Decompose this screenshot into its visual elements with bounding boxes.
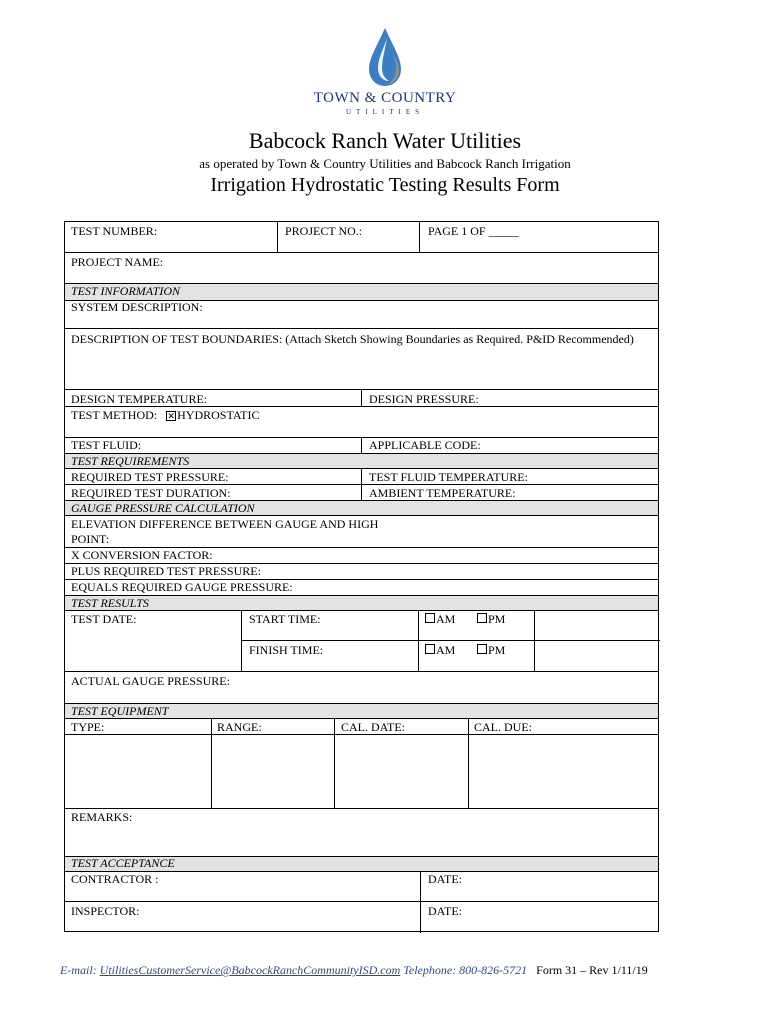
finish-time-label: FINISH TIME: — [249, 643, 324, 657]
start-time-label: START TIME: — [249, 612, 321, 626]
row-divider — [65, 734, 658, 735]
section-test-requirements: TEST REQUIREMENTS — [71, 454, 190, 468]
required-test-duration-label: REQUIRED TEST DURATION: — [71, 486, 231, 500]
row-divider — [65, 610, 658, 611]
col-divider — [361, 389, 362, 406]
inspector-date-label: DATE: — [428, 904, 462, 918]
start-am-checkbox[interactable] — [425, 613, 435, 623]
col-divider — [468, 718, 469, 808]
test-method-label: TEST METHOD: — [71, 408, 158, 422]
page-title: Babcock Ranch Water Utilities — [248, 128, 522, 153]
page-subtitle: as operated by Town & Country Utilities and Babcock Ranch Irrigation — [199, 156, 571, 171]
contractor-label: CONTRACTOR : — [71, 872, 159, 886]
am-label: AM — [436, 612, 456, 626]
col-divider — [334, 718, 335, 808]
cal-date-label: CAL. DATE: — [341, 720, 405, 734]
row-divider — [65, 515, 658, 516]
conversion-factor-label: X CONVERSION FACTOR: — [71, 548, 213, 562]
col-divider — [361, 468, 362, 500]
section-header-bg — [65, 595, 658, 610]
test-method-row — [71, 408, 260, 422]
col-divider — [534, 610, 535, 671]
section-test-information: TEST INFORMATION — [71, 284, 181, 298]
row-divider — [65, 328, 658, 329]
email-label: E-mail: — [60, 963, 97, 977]
test-fluid-temperature-label: TEST FLUID TEMPERATURE: — [369, 470, 528, 484]
ambient-temperature-label: AMBIENT TEMPERATURE: — [369, 486, 516, 500]
col-divider — [419, 222, 420, 252]
required-test-pressure-label: REQUIRED TEST PRESSURE: — [71, 470, 229, 484]
actual-gauge-pressure-label: ACTUAL GAUGE PRESSURE: — [71, 674, 230, 688]
page-of-label: PAGE 1 OF _____ — [428, 224, 519, 238]
row-divider — [65, 595, 658, 596]
row-divider — [241, 640, 660, 641]
hydrostatic-test-form — [64, 221, 659, 932]
remarks-label: REMARKS: — [71, 810, 133, 824]
plus-required-test-pressure-label: PLUS REQUIRED TEST PRESSURE: — [71, 564, 261, 578]
email-link[interactable]: UtilitiesCustomerService@BabcockRanchCommunityISD.com — [99, 963, 401, 977]
hydrostatic-checkbox-checked-icon[interactable]: ✕ — [167, 411, 175, 421]
section-gauge-pressure-calculation: GAUGE PRESSURE CALCULATION — [71, 501, 255, 515]
section-test-equipment: TEST EQUIPMENT — [71, 704, 169, 718]
row-divider — [65, 808, 658, 809]
telephone-text: Telephone: 800-826-5721 — [403, 963, 528, 977]
water-drop-logo-icon — [363, 26, 407, 88]
col-divider — [420, 871, 421, 933]
start-pm-option — [477, 612, 505, 626]
contractor-date-label: DATE: — [428, 872, 462, 886]
test-date-label: TEST DATE: — [71, 612, 137, 626]
finish-pm-checkbox[interactable] — [477, 644, 487, 654]
finish-am-checkbox[interactable] — [425, 644, 435, 654]
am-label: AM — [436, 643, 456, 657]
test-number-label: TEST NUMBER: — [71, 224, 158, 238]
cal-due-label: CAL. DUE: — [474, 720, 532, 734]
equipment-type-label: TYPE: — [71, 720, 105, 734]
col-divider — [241, 610, 242, 671]
hydrostatic-option-label: HYDROSTATIC — [177, 408, 260, 422]
applicable-code-label: APPLICABLE CODE: — [369, 438, 481, 452]
row-divider — [65, 718, 658, 719]
col-divider — [211, 718, 212, 808]
form-revision: Form 31 – Rev 1/11/19 — [536, 963, 648, 977]
logo-subtitle: UTILITIES — [345, 108, 425, 116]
col-divider — [277, 222, 278, 252]
row-divider — [65, 252, 658, 253]
start-pm-checkbox[interactable] — [477, 613, 487, 623]
finish-am-option — [425, 643, 455, 657]
page-footer — [60, 963, 648, 978]
inspector-label: INSPECTOR: — [71, 904, 140, 918]
form-title: Irrigation Hydrostatic Testing Results Form — [210, 174, 560, 196]
col-divider — [361, 437, 362, 453]
section-test-results: TEST RESULTS — [71, 596, 149, 610]
equals-required-gauge-pressure-label: EQUALS REQUIRED GAUGE PRESSURE: — [71, 580, 293, 594]
logo-wordmark: TOWN & COUNTRY — [313, 90, 457, 106]
start-am-option — [425, 612, 455, 626]
equipment-range-label: RANGE: — [217, 720, 262, 734]
pm-label: PM — [488, 612, 506, 626]
finish-pm-option — [477, 643, 505, 657]
test-fluid-label: TEST FLUID: — [71, 438, 142, 452]
design-pressure-label: DESIGN PRESSURE: — [369, 392, 479, 406]
project-name-label: PROJECT NAME: — [71, 255, 164, 269]
row-divider — [65, 901, 658, 902]
row-divider — [65, 671, 658, 672]
design-temperature-label: DESIGN TEMPERATURE: — [71, 392, 208, 406]
col-divider — [418, 610, 419, 671]
system-description-label: SYSTEM DESCRIPTION: — [71, 300, 203, 314]
pm-label: PM — [488, 643, 506, 657]
project-no-label: PROJECT NO.: — [285, 224, 363, 238]
test-boundaries-label: DESCRIPTION OF TEST BOUNDARIES: (Attach Sketch Showing Boundaries as Required. P&ID Recommended) — [71, 332, 634, 346]
elevation-difference-label: ELEVATION DIFFERENCE BETWEEN GAUGE AND HIGH POINT: — [71, 517, 379, 546]
row-divider — [65, 406, 658, 407]
section-test-acceptance: TEST ACCEPTANCE — [71, 856, 175, 870]
